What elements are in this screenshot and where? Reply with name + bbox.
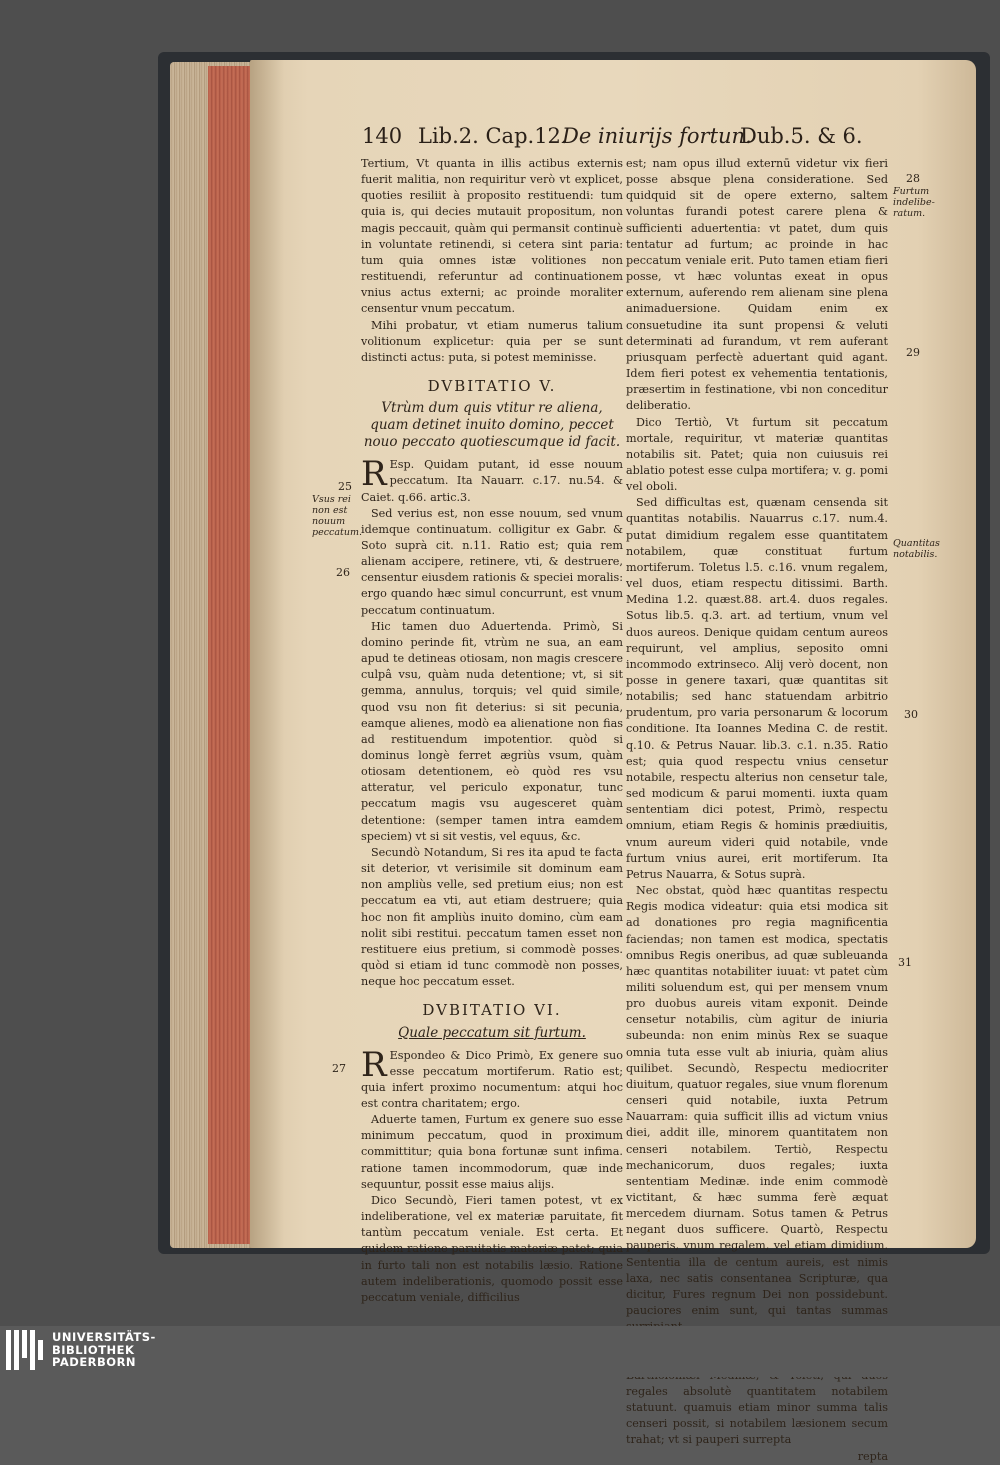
margin-number: 28 xyxy=(906,172,920,185)
paragraph: Dico Secundò, Fieri tamen potest, vt ex indeliberatione, vel ex materiæ paruitate, fit tantùm peccatum veniale. Est certa. Et quidem ratione paruitatis materiæ patet; quia in furto tali non est notabilis læsio. Ratione autem indeliberationis, quomodo possit esse peccatum veniale, difficilius xyxy=(361,1193,623,1304)
page-gutter-shadow xyxy=(250,60,284,1248)
dubia-ref: Dub.5. & 6. xyxy=(740,124,863,148)
margin-number: 30 xyxy=(904,708,918,721)
margin-number: 29 xyxy=(906,346,920,359)
dubitatio-5-question: Vtrùm dum quis vtitur re aliena, quam detinet inuito domino, peccet nouo peccato quotiescumque id facit. xyxy=(363,400,621,451)
dubitatio-6-title: DVBITATIO VI. xyxy=(422,1001,562,1020)
paragraph: Esp. Quidam putant, id esse nouum peccatum. Ita Nauarr. c.17. nu.54. & Caiet. q.66. artic.3. xyxy=(361,458,623,504)
margin-number: 26 xyxy=(336,566,350,579)
margin-note: Vsus rei non est nouum peccatum. xyxy=(312,494,362,538)
library-name-line: UNIVERSITÄTS- xyxy=(52,1330,156,1344)
right-column xyxy=(626,156,888,1465)
margin-number: 31 xyxy=(898,956,912,969)
margin-note: Quantitas notabilis. xyxy=(893,538,940,560)
paragraph: Hic tamen duo Aduertenda. Primò, Si domino perinde fit, vtrùm ne sua, an eam apud te detineas otiosam, non magis crescere culpâ vsu, quàm nuda detentione; vt, si sit gemma, annulus, torquis; vel quid simile, quod vsu non fit deterius: si sit pecunia, eamque alienes, modò ea alienatione non fias ad restituendum impotentior. quòd si dominus longè ferret ægriùs vsum, quàm otiosam detentionem, eò quòd res vsu atteratur, vel periculo exponatur, tunc peccatum magis vsu augesceret quàm detentione: (semper tamen intra eamdem speciem) vt si sit vestis, vel equus, &c. xyxy=(361,619,623,843)
paragraph: Nec obstat, quòd hæc quantitas respectu Regis modica videatur: quia etsi modica sit ad donationes pro regia magnificentia faciendas; non tamen est modica, spectatis omnibus Regis oneribus, ad quæ subleuanda hæc quantitas notabiliter iuuat: vt patet cùm militi soluendum est, qui per mensem vnum pro duobus aureis vitam exponit. Deinde censetur notabilis, cùm agitur de iniuria subeunda: non enim minùs Rex se suaque omnia tuta esse vult ab iniuria, quàm alius quilibet. Secundò, Respectu mediocriter diuitum, quatuor regales, siue vnum florenum censeri quid notabile, iuxta Petrum Nauarram: quia sufficit illis ad victum vnius diei, addit ille, minorem quantitatem non censeri notabilem. Tertiò, Respectu mechanicorum, duos regales; iuxta sententiam Medinæ. inde enim commodè victitant, & hæc summa ferè æquat mercedem diurnam. Sotus tamen & Petrus negant duos sufficere. Quartò, Respectu pauperis, vnum regalem, vel etiam dimidium. Sententia illa de centum aureis, est nimis laxa, nec satis consentanea Scripturæ, qua dicitur, Fures regnum Dei non possidebunt. pauciores enim sunt, qui tantas summas xyxy=(626,884,888,1318)
paragraph: Aduerte tamen, Furtum ex genere suo esse minimum peccatum, quod in proximum committitur; quia bona fortunæ sunt infima. ratione tamen incommodorum, quæ inde sequuntur, possit esse maius alijs. xyxy=(361,1113,623,1191)
paragraph: regales absolutè quantitatem notabilem statuunt. quamuis etiam minor summa talis censeri possit, si notabilem læsionem secum trahat; vt si pauperi surrepta xyxy=(626,1384,888,1447)
book-chapter: Lib.2. Cap.12. xyxy=(418,124,568,148)
paragraph: Espondeo & Dico Primò, Ex genere suo esse peccatum mortiferum. Ratio est; quia infert proximo nocumentum: atqui hoc est contra charitatem; ergo. xyxy=(361,1048,623,1110)
margin-number: 27 xyxy=(332,1062,346,1075)
drop-cap: R xyxy=(361,1044,387,1085)
red-page-edges xyxy=(208,66,252,1244)
dubitatio-6-question: Quale peccatum sit furtum. xyxy=(398,1024,586,1041)
running-title: De iniurijs fortun. xyxy=(562,124,752,148)
paragraph: Secundò Notandum, Si res ita apud te facta sit deterior, vt verisimile sit dominum eam non ampliùs velle, sed pretium eius; non est peccatum ea vti, aut etiam destruere; quia hoc non fit ampliùs inuito domino, cùm eam nolit sibi restitui. peccatum tamen esset non restituere eius pretium, si commodè posses. quòd si etiam id tunc commodè non posses, neque hoc peccatum esset. xyxy=(361,845,623,989)
paragraph: Tertium, Vt quanta in illis actibus externis fuerit malitia, non requiritur verò vt explicet, quoties resiliit à proposito restituendi: tum quia is, qui decies mutauit propositum, non magis peccauit, quàm qui permansit continuè in voluntate retinendi, si cetera sint paria: tum quia omnes istæ volitiones non restituendi, referuntur ad continuationem vnius actus externi; ac proinde moraliter censentur vnum peccatum. xyxy=(361,157,623,316)
paragraph: Sed verius est, non esse nouum, sed vnum idemque continuatum. colligitur ex Gabr. & Soto suprà cit. n.11. Ratio est; quia rem alienam accipere, retinere, vti, & destruere, censentur eiusdem rationis & speciei moralis: ergo quando hæc simul concurrunt, est vnum peccatum continuatum. xyxy=(361,506,623,617)
margin-number: 25 xyxy=(338,480,352,493)
catchword: repta xyxy=(857,1449,888,1463)
margin-note: Furtum indelibe-ratum. xyxy=(893,186,935,219)
library-name-line: PADERBORN xyxy=(52,1355,137,1369)
page-number: 140 xyxy=(362,124,403,148)
paragraph: Mihi probatur, vt etiam numerus talium volitionum explicetur: quia per se sunt distincti actus: puta, si potest meminisse. xyxy=(361,318,623,364)
library-name-line: BIBLIOTHEK xyxy=(52,1342,135,1357)
paragraph: Sed difficultas est, quænam censenda sit quantitas notabilis. Nauarrus c.17. num.4. putat dimidium regalem esse quantitatem notabilem, quæ constituat furtum mortiferum. Toletus l.5. c.16. vnum regalem, vel duos, etiam respectu ditissimi. Barth. Medina 1.2. quæst.88. art.4. duos regales. Sotus lib.5. q.3. art. ad tertium, vnum vel duos aureos. Denique quidam centum aureos requirunt, vel amplius, seposito omni incommodo extrinseco. Alij verò docent, non posse in genere taxari, quæ quantitas sit notabilis; sed hanc statuendam arbitrio prudentum, pro varia personarum & locorum conditione. Ita Ioannes Medina C. de restit. q.10. & Petrus Nauar. lib.3. c.1. n.35. Ratio est; quia quod respectu vnius censetur notabile, respectu alterius non censetur tale, sed modicum & parui momenti. iuxta quam sententiam dici potest, Primò, respectu omnium, etiam Regis & hominis prædiuitis, vnum aureum videri quid notabile, vnde furtum vnius aurei, erit mortiferum. Ita Petrus Nauarra, & Sotus suprà. xyxy=(626,496,888,881)
paragraph: est; nam opus illud externū videtur vix fieri posse absque plena consideratione. Sed quidquid sit de opere externo, saltem voluntas furandi potest carere plena & sufficienti aduertentia: vt patet, dum quis tentatur ad furtum; ac proinde in hac peccatum veniale erit. Puto tamen etiam fieri posse, vt hæc voluntas exeat in opus externum, auferendo rem alienam sine plena animaduersione. Quidam enim ex consuetudine ita sunt propensi & veluti determinati ad furandum, vt rem auferant priusquam perfectè aduertant quid agant. Idem fieri potest ex vehementia tentationis, præsertim in festinatione, vbi non conceditur deliberatio. xyxy=(626,157,888,413)
left-column xyxy=(361,156,623,1306)
running-header xyxy=(362,124,863,154)
dubitatio-5-title: DVBITATIO V. xyxy=(427,377,557,396)
library-logo-icon xyxy=(6,1330,46,1370)
paragraph: Dico Tertiò, Vt furtum sit peccatum mortale, requiritur, vt materiæ quantitas notabilis sit. Patet; quia non cuiusuis rei ablatio potest esse culpa mortifera; v. g. pomi vel oboli. xyxy=(626,415,888,494)
drop-cap: R xyxy=(361,454,387,495)
library-name xyxy=(52,1331,156,1369)
